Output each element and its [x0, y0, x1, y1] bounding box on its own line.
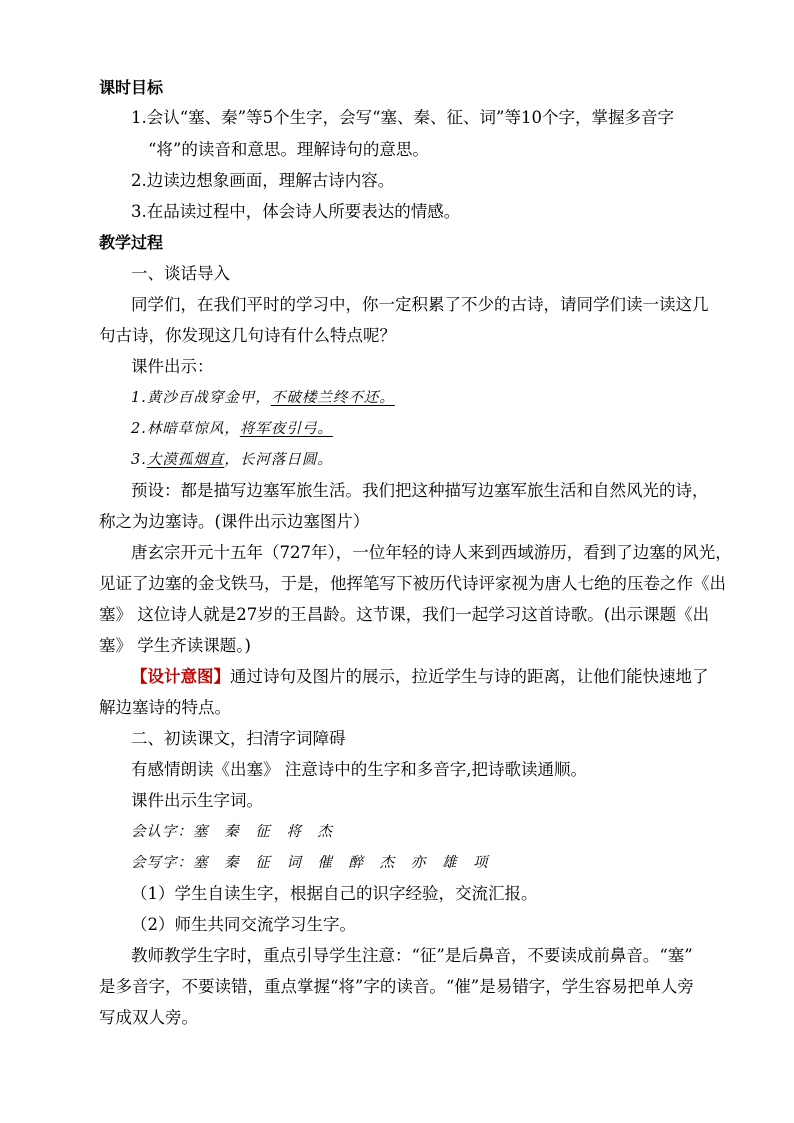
- intro-line-1: 同学们，在我们平时的学习中，你一定积累了不少的古诗，请同学们读一读这几: [131, 295, 709, 314]
- poem-1-part-a: 1.黄沙百战穿金甲，: [131, 390, 271, 406]
- story-line-3: 塞》 这位诗人就是27岁的王昌龄。这节课，我们一起学习这首诗歌。(出示课题《出: [99, 605, 710, 624]
- poem-2-part-b: 将军夜引弓。: [239, 421, 333, 437]
- recognize-chars: 塞 秦 征 将 杰: [193, 824, 338, 840]
- slide-label: 课件出示：: [131, 357, 214, 376]
- story-line-1: 唐玄宗开元十五年（727年），一位年轻的诗人来到西域游历，看到了边塞的风光，: [131, 543, 732, 562]
- section-2-title: 二、初读课文，扫清字词障碍: [131, 729, 346, 748]
- objective-3: 3.在品读过程中，体会诗人所要表达的情感。: [131, 202, 461, 221]
- objectives-heading: 课时目标: [99, 78, 164, 97]
- write-chars-line: [131, 851, 493, 875]
- objective-2: 2.边读边想象画面，理解古诗内容。: [131, 171, 395, 190]
- poem-line-1: [131, 386, 395, 410]
- story-line-4: 塞》 学生齐读课题。): [99, 636, 251, 655]
- objective-1-line-2: “将”的读音和意思。理解诗句的意思。: [148, 140, 429, 159]
- story-line-2: 见证了边塞的金戈铁马，于是，他挥笔写下被历代诗评家视为唐人七绝的压卷之作《出: [99, 574, 726, 593]
- words-label: 课件出示生字词。: [131, 791, 263, 810]
- poem-1-part-b: 不破楼兰终不还。: [270, 390, 395, 406]
- process-heading: 教学过程: [99, 233, 164, 252]
- poem-2-part-a: 2.林暗草惊风，: [131, 421, 240, 437]
- poem-3-number: 3.: [131, 452, 147, 468]
- step-2: （2）师生共同交流学习生字。: [131, 915, 356, 934]
- section-1-title: 一、谈话导入: [131, 264, 230, 283]
- recognize-label: 会认字：: [131, 824, 193, 840]
- intro-line-2: 句古诗，你发现这几句诗有什么特点呢？: [99, 326, 396, 345]
- objective-1-line-1: 1.会认“塞、秦”等5个生字，会写“塞、秦、征、词”等10个字，掌握多音字: [131, 108, 674, 127]
- write-chars: 塞 秦 征 词 催 醉 杰 亦 雄 项: [193, 855, 494, 871]
- design-intent-line-2: 解边塞诗的特点。: [99, 698, 231, 717]
- teach-line-3: 写成双人旁。: [99, 1008, 198, 1027]
- step-1: （1）学生自读生字，根据自己的识字经验，交流汇报。: [131, 884, 538, 903]
- preset-line-1: 预设：都是描写边塞军旅生活。我们把这种描写边塞军旅生活和自然风光的诗，: [131, 481, 709, 500]
- poem-3-part-b: ，长河落日圆。: [224, 452, 333, 468]
- read-instruction: 有感情朗读《出塞》 注意诗中的生字和多音字,把诗歌读通顺。: [131, 760, 587, 779]
- poem-line-2: [131, 417, 333, 441]
- poem-3-part-a: 大漠孤烟直: [146, 452, 225, 468]
- design-intent-text: 通过诗句及图片的展示，拉近学生与诗的距离，让他们能快速地了: [230, 667, 709, 686]
- recognize-chars-line: [131, 820, 338, 844]
- teach-line-1: 教师教学生字时，重点引导学生注意：“征”是后鼻音，不要读成前鼻音。“塞”: [131, 946, 693, 965]
- write-label: 会写字：: [131, 855, 193, 871]
- design-intent-tag: 【设计意图】: [131, 667, 230, 686]
- design-intent-line-1: [131, 665, 709, 689]
- preset-line-2: 称之为边塞诗。(课件出示边塞图片）: [99, 512, 370, 531]
- teach-line-2: 是多音字，不要读错，重点掌握“将”字的读音。“催”是易错字，学生容易把单人旁: [99, 977, 694, 996]
- poem-line-3: [131, 448, 333, 472]
